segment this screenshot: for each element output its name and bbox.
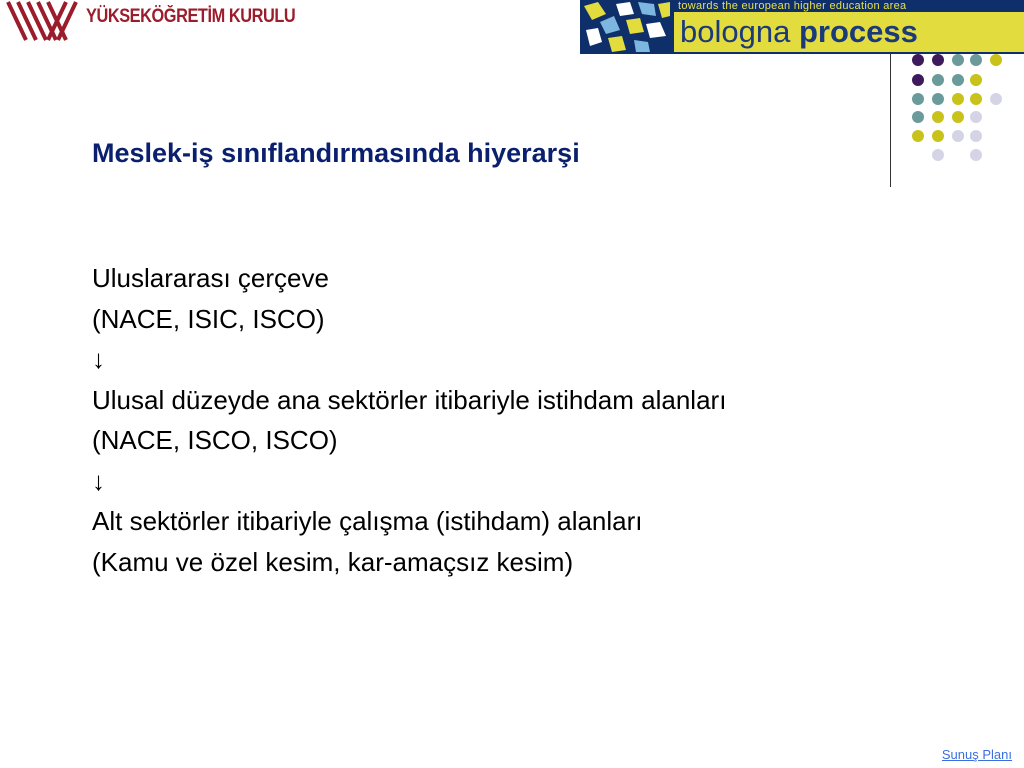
body-line-international-framework: Uluslararası çerçeve xyxy=(92,263,329,293)
bologna-process-banner xyxy=(580,0,1024,54)
yok-logo-text: YÜKSEKÖĞRETİM KURULU xyxy=(86,6,296,27)
bologna-tagline: towards the european higher education area xyxy=(678,0,907,12)
yok-emblem-icon xyxy=(4,0,84,44)
dot-row-3 xyxy=(912,93,1002,105)
dot-row-2 xyxy=(912,74,982,86)
bologna-wordmark xyxy=(680,14,918,50)
body-line-nace-isic-isco: (NACE, ISIC, ISCO) xyxy=(92,303,325,334)
slide-body xyxy=(92,258,726,582)
body-line-sub-sectors: Alt sektörler itibariyle çalışma (istihdam) alanları xyxy=(92,506,643,536)
decorative-dot-grid xyxy=(900,52,1024,168)
bologna-word: bologna xyxy=(680,14,791,49)
bologna-mosaic-icon xyxy=(580,0,672,54)
dot-row-5 xyxy=(912,130,982,142)
dot-row-4 xyxy=(912,111,982,123)
slide-title: Meslek-iş sınıflandırmasında hiyerarşi xyxy=(92,138,580,168)
process-word: process xyxy=(798,14,918,49)
dot-row-6 xyxy=(932,149,982,161)
down-arrow-icon: ↓ xyxy=(92,344,105,374)
header-divider-line xyxy=(890,54,891,187)
yok-logo xyxy=(4,0,304,44)
body-line-nace-isco-isco: (NACE, ISCO, ISCO) xyxy=(92,425,338,455)
body-line-public-private: (Kamu ve özel kesim, kar-amaçsız kesim) xyxy=(92,546,574,577)
down-arrow-icon: ↓ xyxy=(92,465,105,496)
dot-row-1 xyxy=(912,54,1002,66)
body-line-national-sectors: Ulusal düzeyde ana sektörler itibariyle istihdam alanları xyxy=(92,384,727,415)
presentation-plan-link[interactable]: Sunuş Planı xyxy=(941,747,1012,762)
